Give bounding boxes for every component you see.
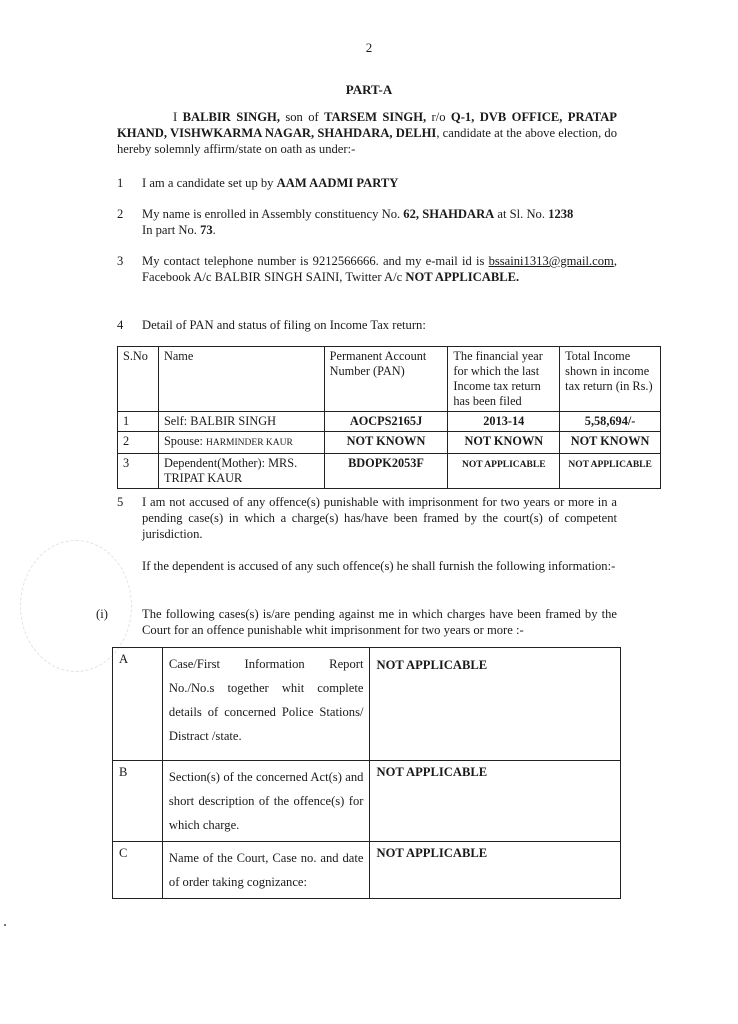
intro-paragraph [117,109,617,157]
table-row [113,761,621,842]
income-value: NOT APPLICABLE [568,460,652,470]
email-link[interactable]: bssaini1313@gmail.com [488,254,614,268]
item-2-text-b: at Sl. No. [494,207,549,221]
candidate-address: Q-1, DVB OFFICE, PRATAP KHAND, VISHWKARMA NAGAR, SHAHDARA, DELHI [117,110,617,140]
candidate-name: BALBIR SINGH, [182,110,280,124]
pan-value: BDOPK2053F [348,456,424,470]
table-row [118,454,661,489]
intro-resident-of: r/o [426,110,451,124]
item-5 [117,494,617,544]
constituency: 62, SHAHDARA [403,207,495,221]
table-row [113,842,621,899]
item-2-text-d: . [212,223,216,237]
serial-number: 1238 [548,207,574,221]
pan-value: NOT KNOWN [346,434,426,448]
item-text: The following cases(s) is/are pending against me in which charges have been framed by the Court for an offence punishable whit imprisonment for two years or more :- [142,607,617,637]
item-3 [117,253,617,303]
scan-speck [4,924,6,926]
item-number: 2 [117,207,124,221]
income-value: 5,58,694/- [584,414,636,428]
cell-pan [324,454,448,489]
cell-sno: 3 [118,454,159,489]
twitter-value: NOT APPLICABLE. [405,270,520,284]
cell-name [158,432,324,454]
year-value: NOT KNOWN [464,434,544,448]
page-number: 2 [365,40,373,55]
item-text [142,253,617,285]
table-row [118,412,661,432]
pan-value: AOCPS2165J [349,414,423,428]
cell-year [448,454,560,489]
header-total-income: Total Income shown in income tax return (in Rs.) [560,347,661,412]
header-name: Name [158,347,324,412]
item-i [96,606,617,640]
dependent-note [117,558,617,592]
item-number: 3 [117,254,124,268]
year-value: 2013-14 [483,414,525,428]
income-value: NOT KNOWN [570,434,650,448]
cell-name: Dependent(Mother): MRS. TRIPAT KAUR [158,454,324,489]
header-financial-year: The financial year for which the last Income tax return has been filed [448,347,560,412]
spouse-label: Spouse: [163,434,206,448]
row-label: A [113,648,163,761]
cases-table [112,647,621,899]
year-value: NOT APPLICABLE [462,460,546,470]
item-3-text-b: , Facebook A/c BALBIR SINGH SAINI, Twitter A/c [142,254,617,284]
row-label: B [113,761,163,842]
item-text: I am not accused of any offence(s) punishable with imprisonment for two years or more in a pending case(s) in which a charge(s) has/have been framed by the court(s) of competent jurisdiction. [142,495,617,541]
table-header-row [118,347,661,412]
cell-pan [324,432,448,454]
party-name: AAM AADMI PARTY [276,176,399,190]
cell-sno: 1 [118,412,159,432]
cell-year [448,432,560,454]
row-label: C [113,842,163,899]
item-2-text-c: In part No. [142,223,201,237]
cell-name: Self: BALBIR SINGH [158,412,324,432]
cell-pan [324,412,448,432]
father-name: TARSEM SINGH, [324,110,427,124]
item-number: 4 [117,318,124,332]
item-2 [117,206,617,240]
cell-year [448,412,560,432]
intro-pre: I [173,110,183,124]
row-value: NOT APPLICABLE [370,761,621,842]
cell-sno: 2 [118,432,159,454]
part-number: 73 [200,223,213,237]
cell-income [560,412,661,432]
table-row [113,648,621,761]
item-text: Detail of PAN and status of filing on Income Tax return: [142,318,426,332]
intro-tail: , candidate at the above election, do hereby solemnly affirm/state on oath as under:- [117,126,618,156]
item-1-text: I am a candidate set up by [142,176,277,190]
row-description: Name of the Court, Case no. and date of order taking cognizance: [162,842,370,899]
item-3-text-a: My contact telephone number is 9212566666. and my e-mail id is [142,254,489,268]
item-number: 5 [117,495,124,509]
item-2-text-a: My name is enrolled in Assembly constituency No. [142,207,404,221]
dependent-text: If the dependent is accused of any such offence(s) he shall furnish the following information:- [142,559,616,573]
pan-table [117,346,661,489]
table-row [118,432,661,454]
cell-income [560,432,661,454]
item-text [142,206,617,238]
item-text [142,175,617,191]
row-value: NOT APPLICABLE [370,842,621,899]
header-sno: S.No [118,347,159,412]
header-pan: Permanent Account Number (PAN) [324,347,448,412]
row-value: NOT APPLICABLE [370,648,621,761]
spouse-name: HARMINDER KAUR [206,438,293,448]
row-description: Case/First Information Report No./No.s together whit complete details of concerned Police Stations/ Distract /state. [162,648,370,761]
section-title: PART-A [345,82,393,97]
item-number: (i) [96,607,108,621]
item-number: 1 [117,176,124,190]
intro-son-of: son of [279,110,325,124]
row-description: Section(s) of the concerned Act(s) and short description of the offence(s) for which charge. [162,761,370,842]
cell-income [560,454,661,489]
